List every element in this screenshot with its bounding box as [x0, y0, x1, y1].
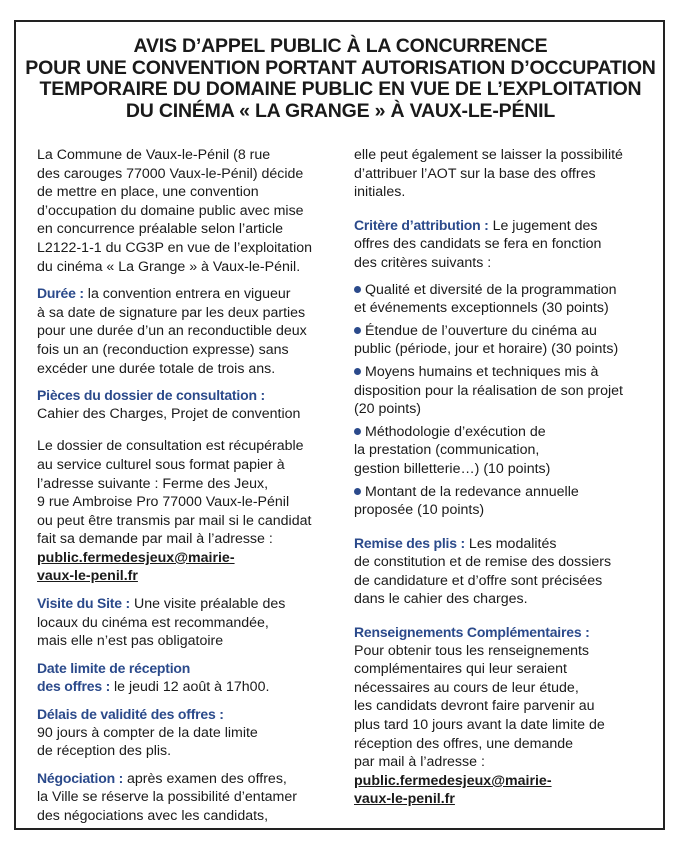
- pieces-heading: Pièces du dossier de consultation :: [37, 387, 265, 404]
- email-link[interactable]: vaux-le-penil.fr: [354, 791, 455, 808]
- text-line: (20 points): [354, 401, 422, 418]
- text-line: Montant de la redevance annuelle: [365, 483, 579, 500]
- text-line: Étendue de l’ouverture du cinéma au: [365, 322, 597, 339]
- text-line: de mettre en place, une convention: [37, 184, 259, 201]
- text-line: de réception des plis.: [37, 743, 172, 760]
- renseignements-heading: Renseignements Complémentaires :: [354, 624, 590, 641]
- delais-heading: Délais de validité des offres :: [37, 706, 224, 723]
- text-line: La Commune de Vaux-le-Pénil (8 rue: [37, 147, 271, 163]
- text-line: plus tard 10 jours avant la date limite de: [354, 717, 605, 734]
- remise-section: [354, 534, 650, 609]
- text-line: excéder une durée totale de trois ans.: [37, 360, 276, 377]
- text-line: gestion billetterie…) (10 points): [354, 460, 551, 477]
- text-line: Méthodologie d’exécution de: [365, 423, 546, 440]
- delais-section: [37, 705, 327, 761]
- text-line: et événements exceptionnels (30 points): [354, 300, 609, 317]
- intro-paragraph: [37, 146, 327, 276]
- text-line: public (période, jour et horaire) (30 points): [354, 341, 619, 358]
- text-line: offres des candidats se fera en fonction: [354, 236, 602, 253]
- visite-heading: Visite du Site :: [37, 595, 131, 612]
- text-line: après examen des offres,: [123, 770, 287, 787]
- text-line: locaux du cinéma est recommandée,: [37, 614, 269, 631]
- title-line: POUR UNE CONVENTION PORTANT AUTORISATION D’OCCUPATION: [25, 56, 656, 79]
- text-line: pour une durée d’un an reconductible deux: [37, 323, 307, 340]
- negociation-continued: [354, 146, 650, 202]
- text-line: au service culturel sous format papier à: [37, 456, 285, 473]
- text-line: elle peut également se laisser la possibilité: [354, 147, 623, 163]
- dossier-section: [37, 437, 327, 586]
- text-line: dans le cahier des charges.: [354, 591, 528, 608]
- critere-section: [354, 216, 650, 273]
- critere-heading: Critère d’attribution :: [354, 216, 489, 233]
- text-line: Pour obtenir tous les renseignements: [354, 642, 590, 659]
- text-line: en concurrence préalable selon l’article: [37, 221, 284, 238]
- criterion-item: [354, 423, 650, 479]
- criterion-item: [354, 363, 650, 419]
- text-line: des négociations avec les candidats,: [37, 808, 269, 824]
- pieces-section: [37, 386, 327, 423]
- text-line: d’attribuer l’AOT sur la base des offres: [354, 165, 596, 182]
- date-limite-section: [37, 659, 327, 697]
- remise-heading: Remise des plis :: [354, 534, 465, 551]
- text-line: d’occupation du domaine public avec mise: [37, 202, 304, 219]
- date-limite-heading: des offres :: [37, 678, 111, 695]
- email-link[interactable]: public.fermedesjeux@mairie-: [37, 549, 235, 566]
- text-line: la prestation (communication,: [354, 442, 540, 459]
- text-line: proposée (10 points): [354, 502, 485, 519]
- title-line: TEMPORAIRE DU DOMAINE PUBLIC EN VUE DE L’EXPLOITATION: [39, 78, 642, 100]
- email-link[interactable]: vaux-le-penil.fr: [37, 568, 138, 585]
- bullet-icon: [354, 368, 361, 375]
- text-line: nécessaires au cours de leur étude,: [354, 679, 579, 696]
- criterion-item: [354, 281, 650, 318]
- text-line: 90 jours à compter de la date limite: [37, 724, 258, 741]
- text-line: Qualité et diversité de la programmation: [365, 281, 617, 298]
- text-line: mais elle n’est pas obligatoire: [37, 633, 224, 650]
- text-line: à sa date de signature par les deux parties: [37, 304, 306, 321]
- text-line: les candidats devront faire parvenir au: [354, 698, 595, 715]
- bullet-icon: [354, 286, 361, 293]
- text-line: Les modalités: [464, 535, 557, 552]
- text-line: fait sa demande par mail à l’adresse :: [37, 531, 273, 548]
- negociation-heading: Négociation :: [37, 769, 124, 786]
- text-line: du cinéma « La Grange » à Vaux-le-Pénil.: [37, 258, 301, 275]
- text-line: Moyens humains et techniques mis à: [365, 363, 599, 380]
- criterion-item: [354, 483, 650, 520]
- criterion-item: [354, 322, 650, 359]
- text-line: ou peut être transmis par mail si le candidat: [37, 512, 312, 529]
- bullet-icon: [354, 327, 361, 334]
- bullet-icon: [354, 488, 361, 495]
- text-line: réception des offres, une demande: [354, 735, 574, 752]
- text-line: fois un an (reconduction expresse) sans: [37, 341, 289, 358]
- text-line: Cahier des Charges, Projet de convention: [37, 405, 301, 422]
- renseignements-section: [354, 623, 650, 809]
- title-line: DU CINÉMA « LA GRANGE » À VAUX-LE-PÉNIL: [125, 99, 556, 122]
- text-line: l’adresse suivante : Ferme des Jeux,: [37, 475, 269, 492]
- left-column: [37, 146, 327, 834]
- text-line: des carouges 77000 Vaux-le-Pénil) décide: [37, 165, 304, 182]
- text-line: L2122-1-1 du CG3P en vue de l’exploitation: [37, 239, 313, 256]
- right-column: [354, 146, 650, 817]
- notice-title: [20, 36, 661, 122]
- text-line: le jeudi 12 août à 17h00.: [110, 679, 270, 696]
- date-limite-heading: Date limite de réception: [37, 659, 191, 676]
- text-line: Une visite préalable des: [130, 596, 286, 613]
- text-line: de constitution et de remise des dossiers: [354, 554, 612, 571]
- text-line: disposition pour la réalisation de son projet: [354, 382, 623, 399]
- visite-section: [37, 594, 327, 651]
- text-line: des critères suivants :: [354, 254, 492, 271]
- text-line: 9 rue Ambroise Pro 77000 Vaux-le-Pénil: [37, 494, 290, 511]
- text-line: la Ville se réserve la possibilité d’entamer: [37, 789, 297, 806]
- text-line: de candidature et d’offre sont précisées: [354, 572, 603, 589]
- negociation-section: [37, 769, 327, 826]
- text-line: Le jugement des: [488, 217, 598, 234]
- bullet-icon: [354, 428, 361, 435]
- text-line: initiales.: [354, 184, 406, 201]
- title-line: AVIS D’APPEL PUBLIC À LA CONCURRENCE: [133, 35, 548, 57]
- duree-heading: Durée :: [37, 285, 84, 302]
- text-line: la convention entrera en vigueur: [83, 286, 291, 303]
- text-line: complémentaires qui leur seraient: [354, 661, 567, 678]
- duree-section: [37, 284, 327, 378]
- text-line: Le dossier de consultation est récupérable: [37, 438, 304, 455]
- email-link[interactable]: public.fermedesjeux@mairie-: [354, 772, 552, 789]
- text-line: par mail à l’adresse :: [354, 754, 485, 771]
